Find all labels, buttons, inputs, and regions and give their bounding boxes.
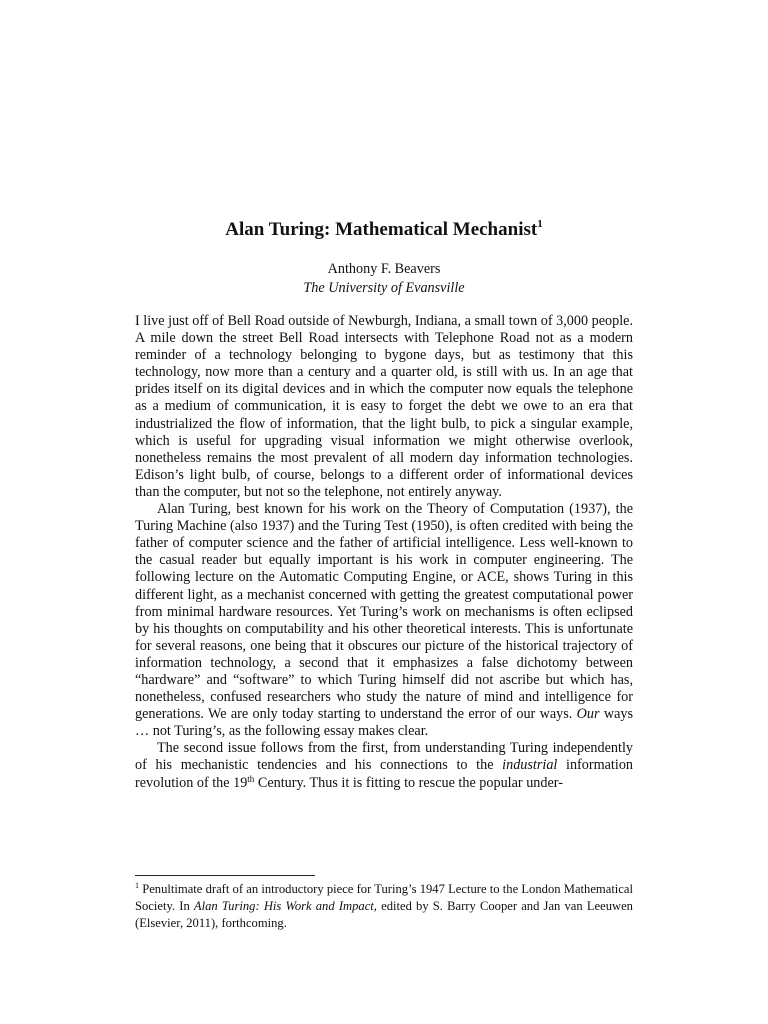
paragraph-3 bbox=[135, 740, 633, 791]
footnote-marker: 1 bbox=[135, 881, 139, 890]
paragraph-3-text-c: Century. Thus it is fitting to rescue the popular under- bbox=[254, 774, 563, 791]
footnote-emphasis: Alan Turing: His Work and Impact, bbox=[193, 899, 377, 913]
paragraph-1: I live just off of Bell Road outside of Newburgh, Indiana, a small town of 3,000 people. A mile down the street Bell Road intersects with Telephone Road not as a modern reminder of a technology belonging to bygone days, but as testimony that this technology, now more than a century and a quarter old, is still with us. In an age that prides itself on its digital devices and in which the computer now equals the telephone as a medium of communication, it is easy to forget the debt we owe to an era that industrialized the flow of information, that the light bulb, to pick a singular example, which is useful for upgrading visual information we might otherwise overlook, nonetheless remains the most prevalent of all modern day information technologies. Edison’s light bulb, of course, belongs to a different order of informational devices than the computer, but not so the telephone, not entirely anyway. bbox=[135, 313, 633, 500]
paragraph-2 bbox=[135, 501, 633, 740]
footnote-divider bbox=[135, 875, 315, 876]
author-affiliation: The University of Evansville bbox=[303, 280, 465, 296]
paragraph-2-text-b: ways … not Turing’s, as the following essay makes clear. bbox=[135, 706, 633, 740]
paragraph-2-emphasis: Our bbox=[576, 706, 600, 723]
footnote bbox=[135, 881, 633, 932]
paragraph-3-text-a: The second issue follows from the first, from understanding Turing independently of his mechanistic tendencies and his connections to the bbox=[135, 740, 633, 774]
footnote-text-b: edited by S. Barry Cooper and Jan van Leeuwen (Elsevier, 2011), forthcoming. bbox=[135, 899, 633, 930]
paragraph-3-text-b: information revolution of the 19 bbox=[135, 757, 634, 791]
title-footnote-marker[interactable]: 1 bbox=[537, 218, 543, 230]
paragraph-2-text-a: Alan Turing, best known for his work on the Theory of Computation (1937), the Turing Machine (also 1937) and the Turing Test (1950), is often credited with being the father of computer science and the father of artificial intelligence. Less well-known to the casual reader but equally important is his work in computer engineering. The following lecture on the Automatic Computing Engine, or ACE, shows Turing in this different light, as a mechanist concerned with getting the greatest computational power from minimal hardware resources. Yet Turing’s work on mechanisms is often eclipsed by his thoughts on computability and his other theoretical interests. This is unfortunate for several reasons, one being that it obscures our picture of the historical trajectory of information technology, a second that it emphasizes a false dichotomy between “hardware” and “software” to which Turing himself did not ascribe but which has, nonetheless, confused researchers who study the nature of mind and intelligence for generations. We are only today starting to understand the error of our ways. bbox=[135, 501, 633, 723]
paragraph-3-emphasis: industrial bbox=[502, 757, 558, 774]
footnote-text-a: Penultimate draft of an introductory piece for Turing’s 1947 Lecture to the London Mathematical Society. In bbox=[135, 882, 633, 913]
paragraph-3-superscript: th bbox=[247, 773, 255, 784]
author-name: Anthony F. Beavers bbox=[327, 261, 441, 277]
author-block bbox=[0, 260, 768, 298]
page-title bbox=[0, 218, 768, 241]
body-text bbox=[135, 313, 633, 792]
title-text: Alan Turing: Mathematical Mechanist bbox=[225, 219, 538, 240]
